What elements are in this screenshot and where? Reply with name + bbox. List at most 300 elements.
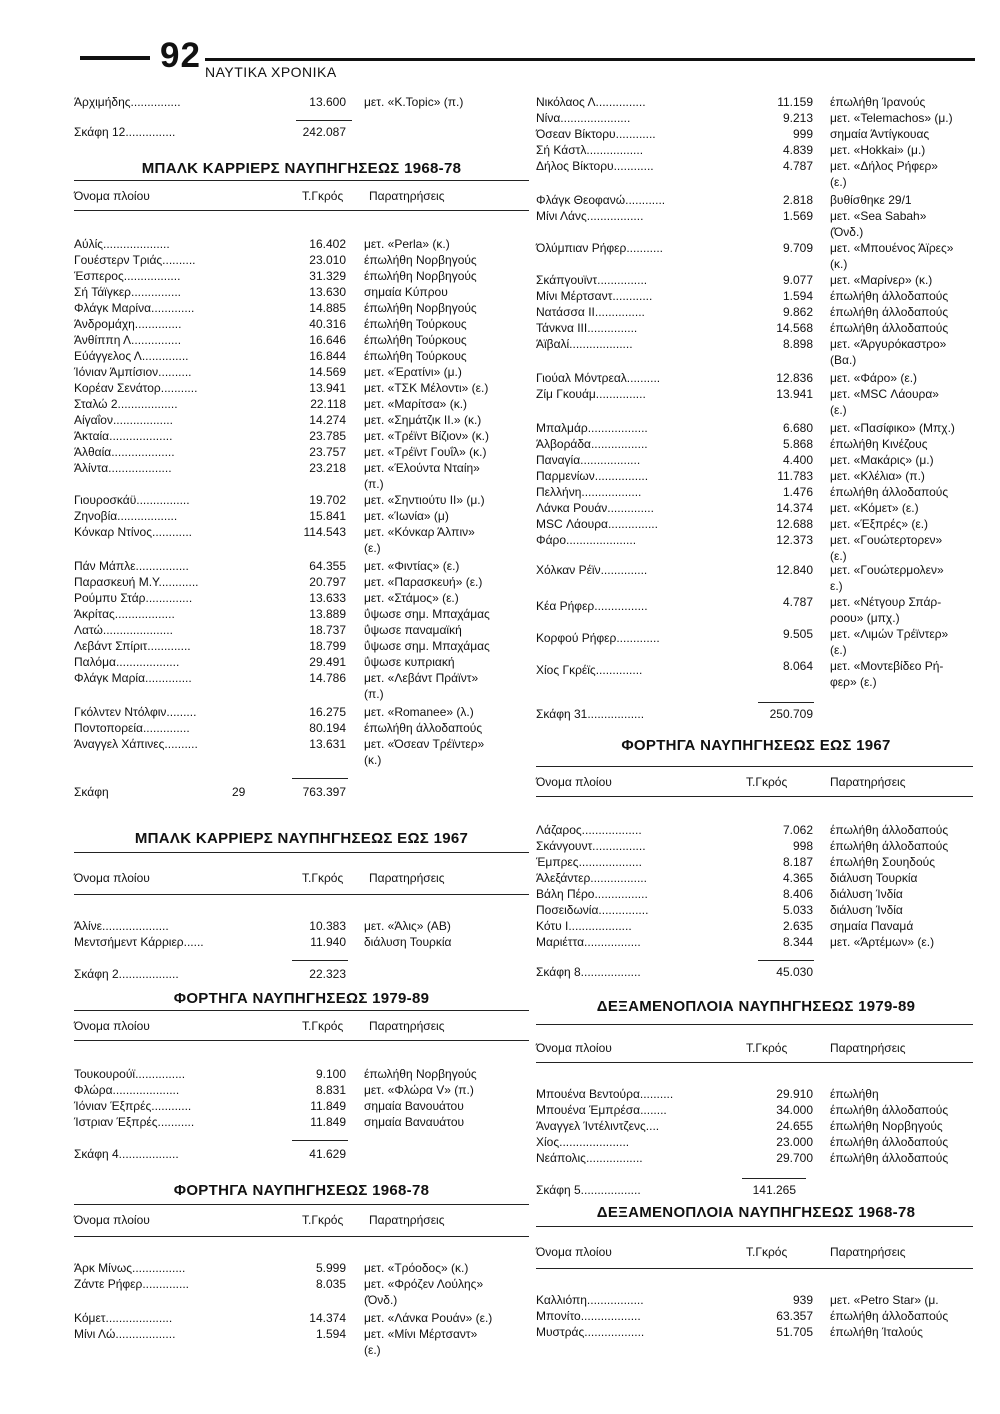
vessel-name: Μεντσήμεντ Κάρριερ...... [74, 935, 204, 949]
vessel-grt: 12.373 [776, 533, 813, 547]
vessel-name: Μυστράς.................. [536, 1325, 645, 1339]
header-grt: Τ.Γκρός [746, 1041, 788, 1055]
vessel-name: Άναγγελ Χάπινες.......... [74, 737, 198, 751]
vessel-grt: 29.491 [309, 655, 346, 669]
vessel-name: Έμπρες................... [536, 855, 642, 869]
vessel-remarks: έπωλήθη άλλοδαπούς [830, 321, 949, 335]
vessel-grt: 16.402 [309, 237, 346, 251]
vessel-remarks: σημαία Βανουάτου [364, 1099, 464, 1113]
total-label: Σκάφη 5.................. [536, 1183, 641, 1197]
vessel-name: Κότυ I................... [536, 919, 632, 933]
vessel-grt: 998 [792, 839, 813, 853]
rule [74, 1040, 529, 1041]
vessel-remarks: μετ. «Μίνι Μέρτσαντ» [364, 1327, 478, 1341]
vessel-remarks: έπωλήθη άλλοδαπούς [830, 305, 949, 319]
vessel-name: Μίνι Λάνς................. [536, 209, 644, 223]
vessel-grt: 80.194 [309, 721, 346, 735]
vessel-remarks-cont: (ε.) [830, 175, 847, 189]
rule [536, 1268, 973, 1269]
total-count: 29 [232, 785, 246, 799]
vessel-grt: 13.633 [309, 591, 346, 605]
sum-rule [292, 960, 348, 961]
header-name: Όνομα πλοίου [536, 1041, 612, 1055]
vessel-name: Βάλη Πέρο................ [536, 887, 648, 901]
header-grt: Τ.Γκρός [746, 775, 788, 789]
vessel-name: Έσπερος................. [74, 269, 181, 283]
header-remarks: Παρατηρήσεις [830, 775, 906, 789]
vessel-grt: 1.476 [782, 485, 813, 499]
vessel-grt: 13.941 [309, 381, 346, 395]
vessel-grt: 40.316 [309, 317, 346, 331]
total-label: Σκάφη [74, 785, 109, 799]
vessel-grt: 23.218 [309, 461, 346, 475]
vessel-remarks: μετ. «Μαρίτσα» (κ.) [364, 397, 468, 411]
vessel-remarks: μετ. «Δήλος Ρήφερ» [830, 159, 938, 173]
vessel-name: Άκρίτας.................. [74, 607, 175, 621]
masthead-rule-left [80, 56, 150, 60]
vessel-grt: 13.941 [776, 387, 813, 401]
vessel-name: Σή Κάστλ................. [536, 143, 644, 157]
vessel-grt: 7.062 [782, 823, 813, 837]
vessel-grt: 9.505 [782, 627, 813, 641]
vessel-grt: 9.077 [782, 273, 813, 287]
vessel-grt: 13.630 [309, 285, 346, 299]
vessel-grt: 13.889 [309, 607, 346, 621]
vessel-remarks: έπωλήθη άλλοδαπούς [830, 1151, 949, 1165]
vessel-grt: 1.594 [315, 1327, 346, 1341]
vessel-name: Νίνα..................... [536, 111, 631, 125]
vessel-remarks: σημαία Παναμά [830, 919, 914, 933]
vessel-grt: 11.849 [310, 1115, 346, 1129]
vessel-remarks: έπωλήθη Νορβηγούς [364, 1067, 477, 1081]
vessel-remarks: μετ. «Φάρο» (ε.) [830, 371, 918, 385]
vessel-grt: 23.757 [309, 445, 346, 459]
vessel-grt: 11.940 [310, 935, 346, 949]
vessel-remarks: μετ. «Φρόζεν Λούλης» [364, 1277, 484, 1291]
vessel-name: Μίνι Λώ.................. [74, 1327, 176, 1341]
vessel-grt: 12.688 [776, 517, 813, 531]
rule [74, 1010, 529, 1011]
sum-rule [742, 1178, 806, 1179]
vessel-grt: 12.836 [776, 371, 813, 385]
vessel-grt: 2.818 [782, 193, 813, 207]
vessel-grt: 18.799 [309, 639, 346, 653]
vessel-remarks-cont: (π.) [364, 687, 384, 701]
vessel-remarks: διάλυση Τουρκία [830, 871, 918, 885]
rule [536, 1062, 973, 1063]
vessel-remarks: μετ. «Γουώτερμολεν» [830, 563, 944, 577]
vessel-grt: 31.329 [309, 269, 346, 283]
header-remarks: Παρατηρήσεις [369, 189, 445, 203]
vessel-name: Νεάπολις................. [536, 1151, 643, 1165]
vessel-grt: 14.568 [776, 321, 813, 335]
header-remarks: Παρατηρήσεις [830, 1041, 906, 1055]
vessel-name: Καλλιόπη................. [536, 1293, 644, 1307]
vessel-name: Χίος..................... [536, 1135, 630, 1149]
vessel-grt: 5.033 [782, 903, 813, 917]
section-title: ΜΠΑΛΚ ΚΑΡΡΙΕΡΣ ΝΑΥΠΗΓΗΣΕΩΣ 1968-78 [141, 160, 462, 177]
vessel-remarks: έπωλήθη άλλοδαπούς [830, 823, 949, 837]
header-name: Όνομα πλοίου [74, 1019, 150, 1033]
vessel-name: Κόνκαρ Ντίνος............ [74, 525, 193, 539]
vessel-grt: 12.840 [776, 563, 813, 577]
vessel-remarks-cont: (κ.) [830, 257, 848, 271]
vessel-remarks: μετ. «Λεβάντ Πράϊντ» [364, 671, 479, 685]
vessel-name: Κορέαν Σενάτορ........... [74, 381, 198, 395]
vessel-remarks: έπωλήθη Νορβηγούς [364, 253, 477, 267]
vessel-remarks-cont: (Βα.) [830, 353, 857, 367]
vessel-grt: 9.213 [782, 111, 813, 125]
header-name: Όνομα πλοίου [74, 871, 150, 885]
vessel-remarks: έπωλήθη Κινέζους [830, 437, 928, 451]
vessel-remarks: μετ. «Λάνκα Ρουάν» (ε.) [364, 1311, 493, 1325]
vessel-remarks-cont: (Όνδ.) [830, 225, 864, 239]
vessel-name: Λάζαρος.................. [536, 823, 642, 837]
rule [536, 1024, 973, 1025]
vessel-name: Μπονίτο.................. [536, 1309, 641, 1323]
rule [74, 180, 529, 181]
vessel-grt: 14.374 [309, 1311, 346, 1325]
vessel-remarks: έπωλήθη [830, 1087, 879, 1101]
vessel-remarks: έπωλήθη άλλοδαπούς [364, 721, 483, 735]
sum-rule [758, 960, 814, 961]
vessel-grt: 11.783 [777, 469, 813, 483]
vessel-remarks-cont: φερ» (ε.) [830, 675, 877, 689]
vessel-name: Ζηνοβία.................. [74, 509, 178, 523]
vessel-remarks: μετ. «Κόμετ» (ε.) [830, 501, 919, 515]
vessel-remarks: μετ. «Μακάρις» (μ.) [830, 453, 934, 467]
vessel-grt: 1.594 [782, 289, 813, 303]
total-label: Σκάφη 8.................. [536, 965, 641, 979]
rule [74, 1236, 529, 1237]
vessel-name: Άκταία................... [74, 429, 173, 443]
vessel-grt: 23.785 [309, 429, 346, 443]
vessel-remarks: βυθίσθηκε 29/1 [830, 193, 912, 207]
vessel-name: Παρμενίων................ [536, 469, 649, 483]
vessel-grt: 8.406 [782, 887, 813, 901]
vessel-grt: 9.100 [315, 1067, 346, 1081]
sum-rule [758, 702, 814, 703]
vessel-remarks: έπωλήθη άλλοδαπούς [830, 1135, 949, 1149]
vessel-name: Σκάπγουϊντ............... [536, 273, 648, 287]
vessel-name: Όσεαν Βίκτορυ............ [536, 127, 656, 141]
vessel-grt: 22.118 [310, 397, 346, 411]
vessel-name: Κορφού Ρήφερ............. [536, 631, 660, 645]
section-title: ΔΕΞΑΜΕΝΟΠΛΟΙΑ ΝΑΥΠΗΓΗΣΕΩΣ 1968-78 [596, 1204, 916, 1221]
vessel-remarks: μετ. «Φιντίας» (ε.) [364, 559, 460, 573]
vessel-remarks-cont: (ε.) [364, 1343, 381, 1357]
header-grt: Τ.Γκρός [302, 189, 344, 203]
vessel-remarks: έπωλήθη Τούρκους [364, 333, 467, 347]
sum-rule [292, 778, 348, 779]
vessel-name: Άρκ Μίνως................ [74, 1261, 186, 1275]
vessel-name: Λάνκα Ρουάν.............. [536, 501, 654, 515]
vessel-name: Μίνι Μέρτσαντ............ [536, 289, 653, 303]
vessel-remarks: μετ. «Πασίφικο» (Μπχ.) [830, 421, 955, 435]
vessel-grt: 16.844 [309, 349, 346, 363]
vessel-name: Πάν Μάπλε................ [74, 559, 189, 573]
vessel-name: Σταλώ 2.................. [74, 397, 178, 411]
vessel-remarks: μετ. «Άλις» (ΑΒ) [364, 919, 451, 933]
vessel-grt: 13.631 [309, 737, 346, 751]
vessel-name: Σκάνγουντ................ [536, 839, 646, 853]
vessel-name: Χόλκαν Ρέϊν.............. [536, 563, 648, 577]
vessel-remarks: έπωλήθη Ίταλούς [830, 1325, 923, 1339]
vessel-remarks: μετ. «Παρασκευή» (ε.) [364, 575, 483, 589]
header-remarks: Παρατηρήσεις [830, 1245, 906, 1259]
total-grt: 22.323 [309, 967, 346, 981]
vessel-remarks: έπωλήθη άλλοδαπούς [830, 1309, 949, 1323]
vessel-grt: 8.831 [315, 1083, 346, 1097]
vessel-grt: 24.655 [776, 1119, 813, 1133]
vessel-remarks: μετ. «Άρτέμων» (ε.) [830, 935, 935, 949]
vessel-grt: 1.569 [782, 209, 813, 223]
vessel-grt: 18.737 [309, 623, 346, 637]
vessel-grt: 14.569 [309, 365, 346, 379]
vessel-name: Κόμετ.................... [74, 1311, 173, 1325]
vessel-name: Χίος Γκρέϊς.............. [536, 663, 643, 677]
vessel-remarks: μετ. «Έλούντα Νταίη» [364, 461, 480, 475]
header-name: Όνομα πλοίου [74, 1213, 150, 1227]
vessel-remarks: μετ. «Μοντεβίδεο Ρή- [830, 659, 944, 673]
vessel-grt: 64.355 [309, 559, 346, 573]
vessel-grt: 23.000 [776, 1135, 813, 1149]
vessel-remarks: μετ. «Petro Star» (μ. [830, 1293, 939, 1307]
vessel-grt: 14.786 [309, 671, 346, 685]
vessel-grt: 4.400 [782, 453, 813, 467]
vessel-remarks: ΰψωσε σημ. Μπαχάμας [364, 607, 490, 621]
vessel-grt: 29.700 [776, 1151, 813, 1165]
header-name: Όνομα πλοίου [536, 1245, 612, 1259]
header-remarks: Παρατηρήσεις [369, 1213, 445, 1227]
vessel-grt: 63.357 [776, 1309, 813, 1323]
vessel-remarks: έπωλήθη άλλοδαπούς [830, 839, 949, 853]
vessel-name: Ζίμ Γκουάμ............... [536, 387, 646, 401]
vessel-remarks: μετ. «Σηντιούτυ II» (μ.) [364, 493, 485, 507]
vessel-remarks: μετ. «Hokkai» (μ.) [830, 143, 926, 157]
vessel-name: Άϊβαλί................... [536, 337, 633, 351]
vessel-name: Παναγία.................. [536, 453, 641, 467]
masthead [0, 0, 1000, 90]
vessel-remarks: μετ. «Μπουένος Άϊρες» [830, 241, 954, 255]
vessel-remarks-cont: (Όνδ.) [364, 1293, 398, 1307]
rule [536, 1226, 973, 1227]
vessel-name: Φάρο..................... [536, 533, 637, 547]
vessel-remarks: έπωλήθη Νορβηγούς [364, 301, 477, 315]
vessel-remarks: μετ. «Μαρίνερ» (κ.) [830, 273, 933, 287]
header-grt: Τ.Γκρός [746, 1245, 788, 1259]
vessel-name: Ίόνιαν Έξπρές............ [74, 1099, 192, 1113]
vessel-name: Παλόμα................... [74, 655, 180, 669]
total-grt: 41.629 [309, 1147, 346, 1161]
vessel-name: Γουέστερν Τριάς.......... [74, 253, 196, 267]
vessel-remarks: μετ. «Λιμών Τρέϊντερ» [830, 627, 949, 641]
vessel-grt: 9.709 [782, 241, 813, 255]
vessel-name: Αίγαΐον.................. [74, 413, 173, 427]
header-grt: Τ.Γκρός [302, 1213, 344, 1227]
vessel-remarks-cont: ροου» (μπχ.) [830, 611, 900, 625]
vessel-remarks: έπωλήθη άλλοδαπούς [830, 485, 949, 499]
vessel-remarks: μετ. «Στάμος» (ε.) [364, 591, 459, 605]
vessel-grt: 4.787 [782, 595, 813, 609]
rule [74, 1204, 529, 1205]
vessel-grt: 15.841 [309, 509, 346, 523]
vessel-grt: 34.000 [776, 1103, 813, 1117]
vessel-remarks: μετ. «Κόνκαρ Άλπιν» [364, 525, 475, 539]
total-grt: 763.397 [302, 785, 346, 799]
vessel-remarks: σημαία Άντίγκουας [830, 127, 930, 141]
vessel-name: Φλάγκ Θεοφανώ............ [536, 193, 666, 207]
vessel-remarks: μετ. «Σημάτζικ II.» (κ.) [364, 413, 482, 427]
header-grt: Τ.Γκρός [302, 1019, 344, 1033]
vessel-remarks: έπωλήθη Σουηδούς [830, 855, 935, 869]
vessel-name: Φλάγκ Μαρία.............. [74, 671, 192, 685]
vessel-grt: 23.010 [309, 253, 346, 267]
vessel-grt: 14.274 [309, 413, 346, 427]
vessel-name: Φλώρα.................... [74, 1083, 180, 1097]
vessel-grt: 29.910 [776, 1087, 813, 1101]
section-title: ΔΕΞΑΜΕΝΟΠΛΟΙΑ ΝΑΥΠΗΓΗΣΕΩΣ 1979-89 [596, 998, 916, 1015]
vessel-remarks: μετ. «Perla» (κ.) [364, 237, 450, 251]
masthead-rule-right [205, 58, 975, 61]
vessel-name: Δήλος Βίκτορυ............ [536, 159, 654, 173]
vessel-remarks: σημαία Βαναυάτου [364, 1115, 465, 1129]
vessel-name: Πελλήνη.................. [536, 485, 642, 499]
vessel-remarks: μετ. «Τρέϊντ Βίζιον» (κ.) [364, 429, 490, 443]
vessel-remarks: έπωλήθη Νορβηγούς [830, 1119, 943, 1133]
vessel-name: Μπαλμάρ.................. [536, 421, 648, 435]
vessel-remarks: μετ. «Νέτγουρ Σπάρ- [830, 595, 942, 609]
vessel-remarks: μετ. «Romanee» (λ.) [364, 705, 474, 719]
vessel-remarks: σημαία Κύπρου [364, 285, 448, 299]
vessel-remarks-cont: (κ.) [364, 753, 382, 767]
total-grt: 141.265 [752, 1183, 796, 1197]
vessel-grt: 4.365 [782, 871, 813, 885]
rule [536, 796, 973, 797]
vessel-remarks: μετ. «Όσεαν Τρέϊντερ» [364, 737, 485, 751]
vessel-remarks: μετ. «Κλέλια» (π.) [830, 469, 925, 483]
header-name: Όνομα πλοίου [536, 775, 612, 789]
vessel-remarks: μετ. «ΤΣΚ Μέλοντι» (ε.) [364, 381, 489, 395]
vessel-grt: 16.275 [309, 705, 346, 719]
vessel-grt: 5.999 [315, 1261, 346, 1275]
vessel-name: Άλίντα................... [74, 461, 172, 475]
vessel-name: Ποντοπορεία.............. [74, 721, 190, 735]
vessel-grt: 8.035 [315, 1277, 346, 1291]
vessel-name: Άλβοράδα................. [536, 437, 648, 451]
vessel-remarks: μετ. «Έξπρές» (ε.) [830, 517, 929, 531]
header-remarks: Παρατηρήσεις [369, 871, 445, 885]
total-grt: 242.087 [302, 125, 346, 139]
vessel-remarks: έπωλήθη Νορβηγούς [364, 269, 477, 283]
vessel-name: Γιούαλ Μόντρεαλ.......... [536, 371, 661, 385]
section-title: ΜΠΑΛΚ ΚΑΡΡΙΕΡΣ ΝΑΥΠΗΓΗΣΕΩΣ ΕΩΣ 1967 [134, 830, 469, 847]
vessel-remarks: έπωλήθη άλλοδαπούς [830, 289, 949, 303]
vessel-grt: 939 [792, 1293, 813, 1307]
vessel-name: Τάνκνα III............... [536, 321, 638, 335]
vessel-grt: 51.705 [776, 1325, 813, 1339]
vessel-remarks: έπωλήθη Ίρανούς [830, 95, 926, 109]
vessel-grt: 8.898 [782, 337, 813, 351]
vessel-remarks: διάλυση Ίνδία [830, 887, 903, 901]
vessel-remarks: ΰψωσε παναμαϊκή [364, 623, 462, 637]
sum-rule [296, 120, 352, 121]
vessel-name: Άνθίππη Λ............... [74, 333, 182, 347]
vessel-name: Ποσειδωνία............... [536, 903, 649, 917]
vessel-name: Παρασκευή Μ.Υ............ [74, 575, 199, 589]
vessel-name: Άνδρομάχη.............. [74, 317, 182, 331]
total-label: Σκάφη 12............... [74, 125, 176, 139]
vessel-grt: 8.344 [782, 935, 813, 949]
vessel-remarks-cont: (ε.) [364, 541, 381, 555]
vessel-remarks-cont: (ε.) [830, 549, 847, 563]
vessel-remarks-cont: (π.) [364, 477, 384, 491]
vessel-remarks: μετ. «Τρέϊντ Γουΐλ» (κ.) [364, 445, 487, 459]
vessel-name: MSC Λάουρα............... [536, 517, 658, 531]
vessel-name: Εύάγγελος Λ.............. [74, 349, 189, 363]
vessel-remarks: μετ. «Telemachos» (μ.) [830, 111, 953, 125]
vessel-grt: 999 [792, 127, 813, 141]
header-grt: Τ.Γκρός [302, 871, 344, 885]
vessel-grt: 4.839 [782, 143, 813, 157]
vessel-remarks: μετ. «Γουώτερτορεν» [830, 533, 943, 547]
vessel-remarks: μετ. «K.Topic» (π.) [364, 95, 464, 109]
vessel-remarks: έπωλήθη Τούρκους [364, 349, 467, 363]
vessel-grt: 8.187 [782, 855, 813, 869]
section-title: ΦΟΡΤΗΓΑ ΝΑΥΠΗΓΗΣΕΩΣ 1968-78 [173, 1182, 430, 1199]
vessel-name: Ζάντε Ρήφερ.............. [74, 1277, 190, 1291]
vessel-grt: 19.702 [309, 493, 346, 507]
total-label: Σκάφη 4.................. [74, 1147, 179, 1161]
vessel-name: Γιουροσκάϋ................ [74, 493, 190, 507]
vessel-name: Σή Τάϊγκερ............... [74, 285, 182, 299]
rule [74, 210, 529, 211]
vessel-grt: 114.543 [303, 525, 346, 539]
total-label: Σκάφη 2.................. [74, 967, 179, 981]
vessel-name: Όλύμπιαν Ρήφερ........... [536, 241, 664, 255]
vessel-remarks: διάλυση Τουρκία [364, 935, 452, 949]
vessel-remarks: μετ. «Sea Sabah» [830, 209, 927, 223]
vessel-name: Λατώ..................... [74, 623, 173, 637]
vessel-name: Φλάγκ Μαρίνα............. [74, 301, 195, 315]
total-grt: 250.709 [769, 707, 813, 721]
vessel-remarks: μετ. «Φλώρα V» (π.) [364, 1083, 474, 1097]
vessel-grt: 6.680 [782, 421, 813, 435]
vessel-remarks: έπωλήθη Τούρκους [364, 317, 467, 331]
vessel-grt: 14.885 [309, 301, 346, 315]
section-title: ΦΟΡΤΗΓΑ ΝΑΥΠΗΓΗΣΕΩΣ 1979-89 [173, 990, 430, 1007]
vessel-remarks: ΰψωσε σημ. Μπαχάμας [364, 639, 490, 653]
vessel-remarks: μετ. «Ίωνία» (μ) [364, 509, 449, 523]
vessel-name: Ίόνιαν Άμπίσιον.......... [74, 365, 192, 379]
vessel-grt: 4.787 [782, 159, 813, 173]
vessel-name: Κέα Ρήφερ................ [536, 599, 648, 613]
vessel-name: Ρούμπυ Στάρ.............. [74, 591, 193, 605]
rule [74, 852, 529, 853]
vessel-grt: 9.862 [782, 305, 813, 319]
vessel-remarks: διάλυση Ίνδία [830, 903, 903, 917]
vessel-remarks: έπωλήθη άλλοδαπούς [830, 1103, 949, 1117]
vessel-grt: 20.797 [309, 575, 346, 589]
vessel-name: Άλεξάντερ................. [536, 871, 647, 885]
vessel-grt: 16.646 [309, 333, 346, 347]
rule [536, 766, 973, 767]
vessel-name: Άλίνε.................... [74, 919, 169, 933]
total-label: Σκάφη 31................. [536, 707, 645, 721]
section-title: ΦΟΡΤΗΓΑ ΝΑΥΠΗΓΗΣΕΩΣ ΕΩΣ 1967 [621, 737, 891, 754]
vessel-name: Άρχιμήδης............... [74, 95, 181, 109]
vessel-name: Μπουένα Έμπρέσα........ [536, 1103, 667, 1117]
